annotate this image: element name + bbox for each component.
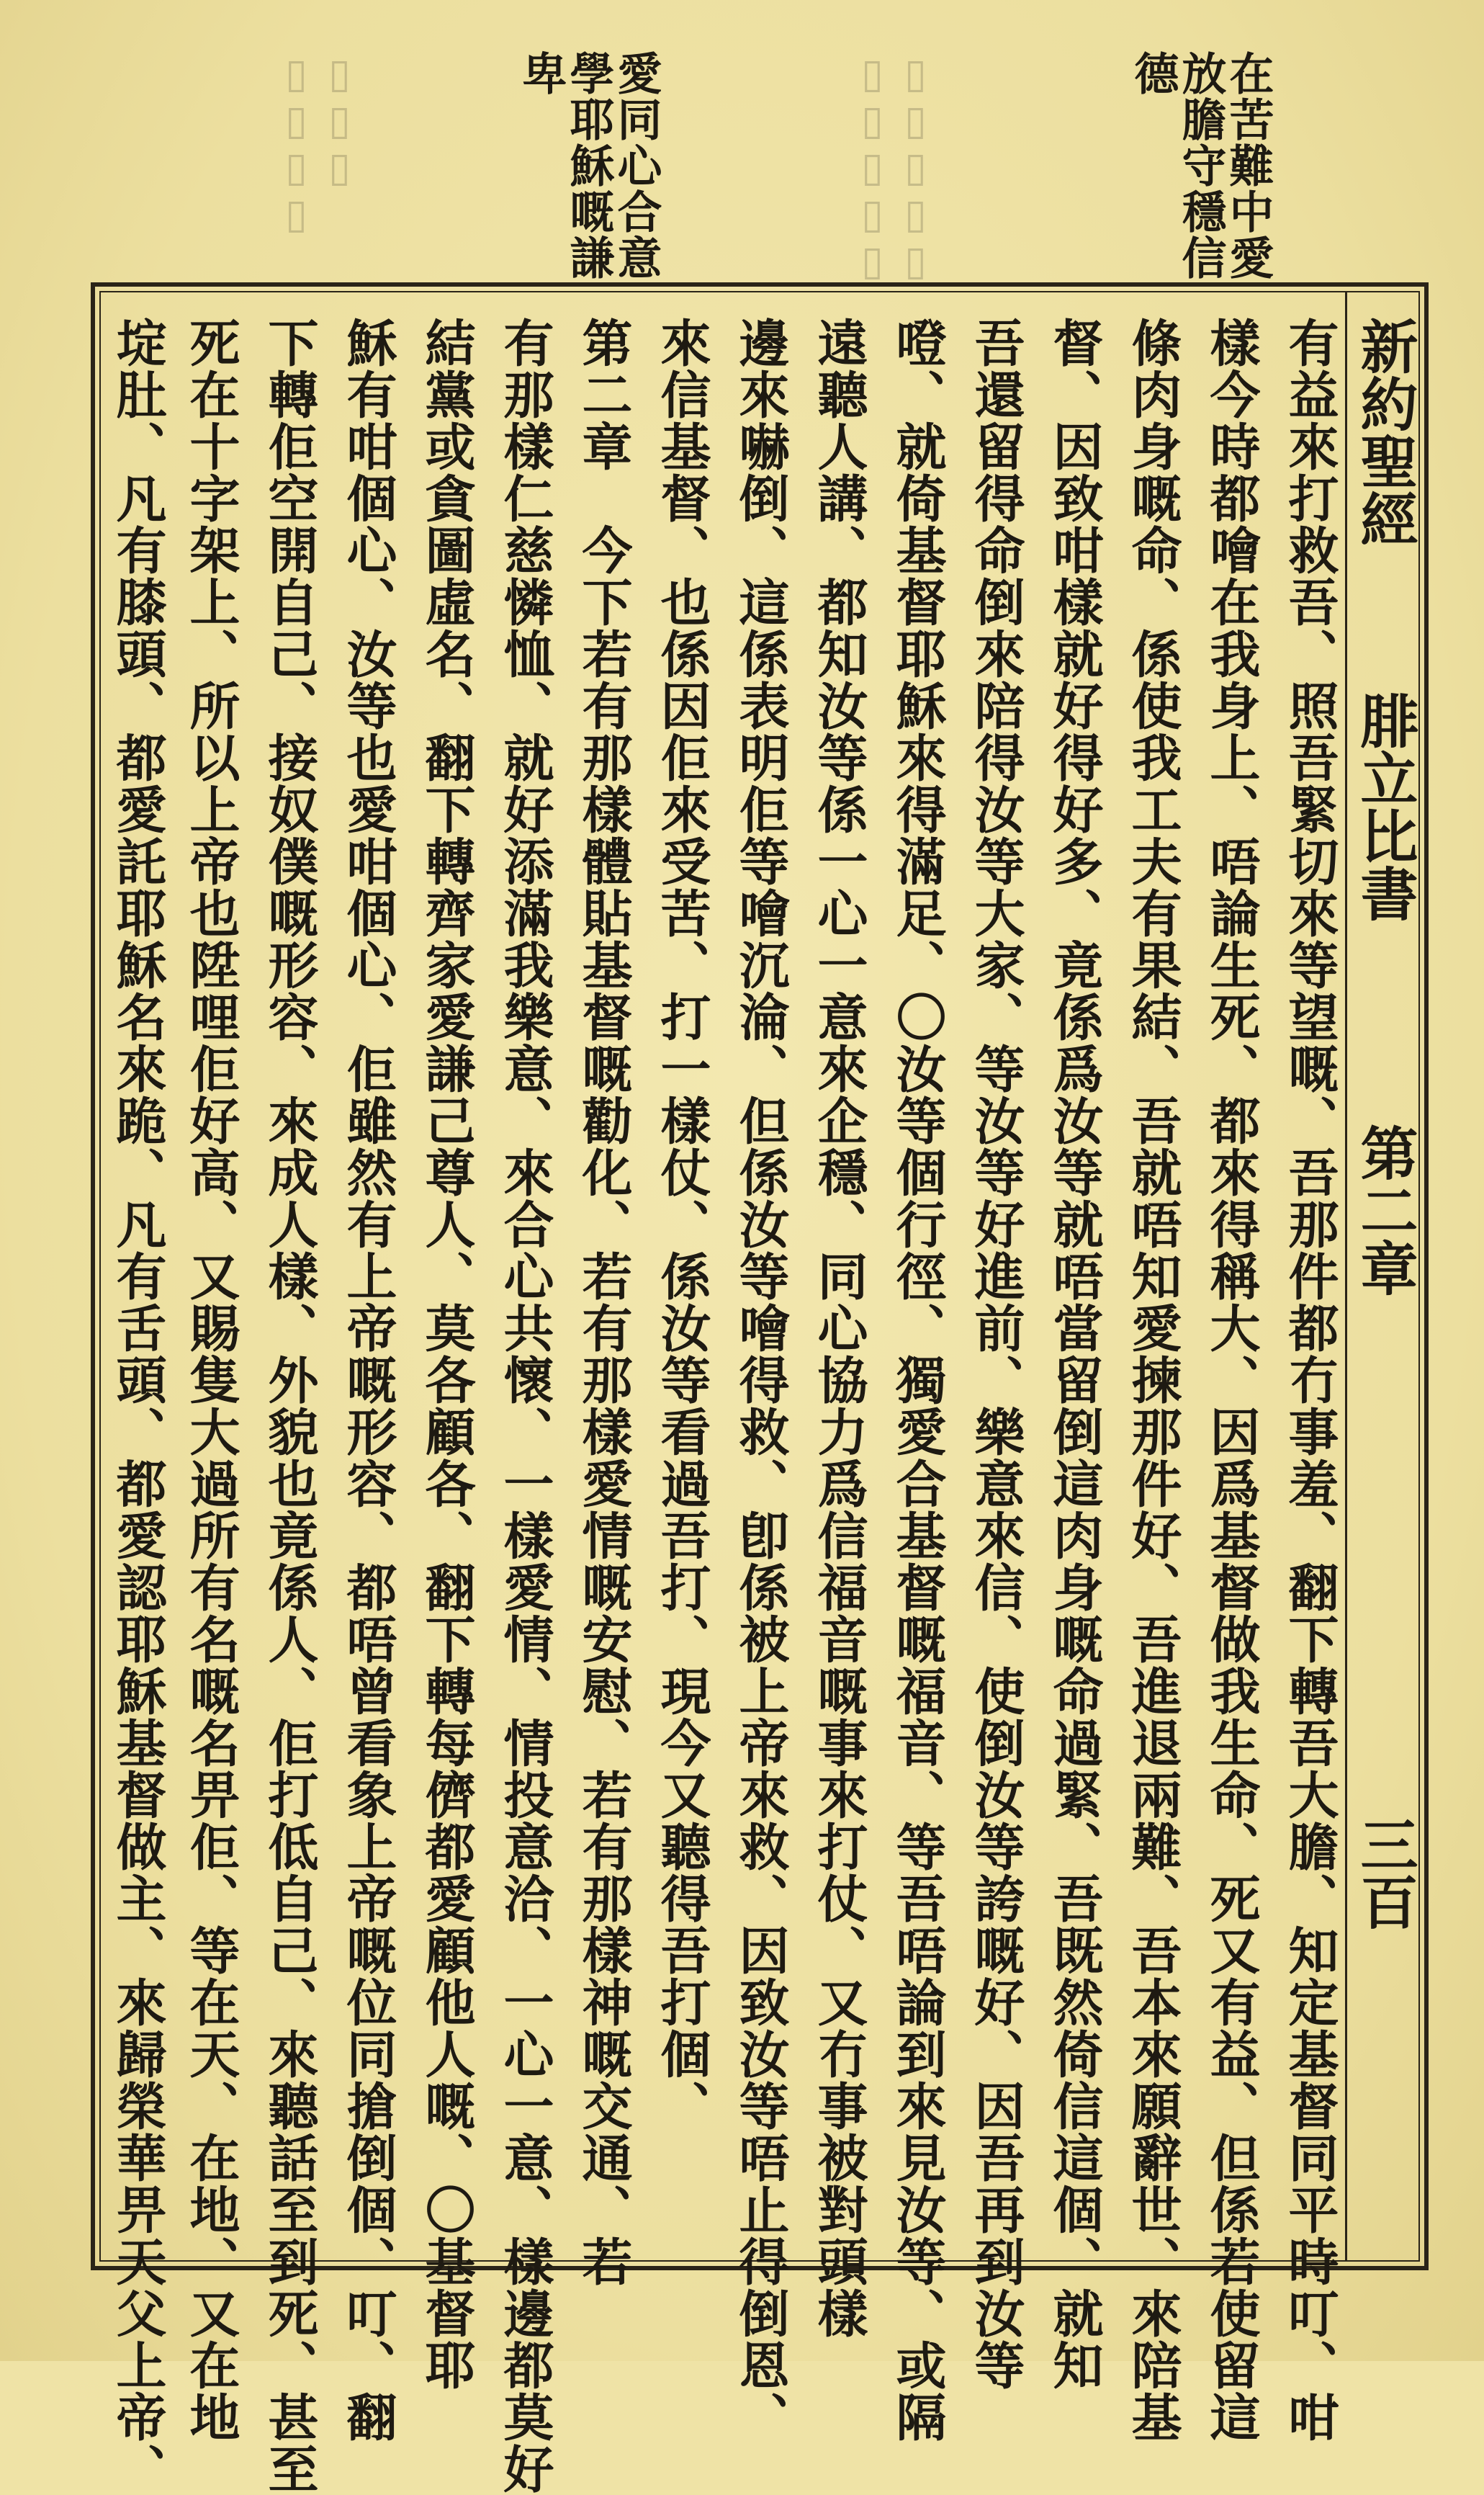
text-column-12: 結黨或貪圖虛名、翻下轉齊家愛謙己尊人、莫各顧各、翻下轉每儕都愛顧他人嘅、〇基督耶 [417,317,477,2391]
text-column-10-chapter-start: 第二章 今下若有那樣體貼基督嘅勸化、若有那樣愛情嘅安慰、若有那樣神嘅交通、若 [574,317,634,2288]
text-column-7: 遠聽人講、都知汝等係一心一意來企穩、同心協力爲信福音嘅事來打仗、又冇事被對頭樣 [809,317,869,2339]
text-column-15: 死在十字架上、所以上帝也陞哩佢好高、又賜隻大過所有名嘅名畀佢、等在天、在地、又在地 [181,317,241,2443]
text-column-5: 吾還留得命倒來陪得汝等大家、等汝等好進前、樂意來信、使倒汝等誇嘅好、因吾再到汝等 [966,317,1026,2391]
text-column-3: 條肉身嘅命、係使我工夫有果結、吾就唔知愛揀那件好、吾進退兩難、吾本來願辭世、來陪基 [1123,317,1183,2443]
margin-note-left-line-2: 學耶穌嘅謙 [562,50,615,281]
ghost-show-through-1: ▯▯▯▯▯ [892,50,939,285]
margin-note-right-line-1: 在苦難中愛 [1222,50,1274,281]
margin-note-right-line-2: 放膽守穩信 [1174,50,1227,281]
text-column-2: 樣今時都噲在我身上、唔論生死、都來得稱大、因爲基督做我生命、死又有益、但係若使留這 [1202,317,1262,2443]
text-column-8: 邊來嚇倒、這係表明佢等噲沉淪、但係汝等噲得救、卽係被上帝來救、因致汝等唔止得倒恩、 [731,317,791,2443]
text-column-1: 有益來打救吾、照吾緊切來等望嘅、吾那件都冇事羞、翻下轉吾大膽、知定基督同平時叮、咁 [1280,317,1340,2443]
text-column-13: 穌有咁個心、汝等也愛咁個心、佢雖然有上帝嘅形容、都唔曾看象上帝嘅位同搶倒個、叮、翻 [338,317,398,2443]
header-divider [1345,291,1347,2262]
margin-note-left-line-1: 愛同心合意 [610,50,662,281]
book-name: 腓立比書 [1351,691,1418,922]
chapter-heading: 第二章 [1351,1124,1418,1296]
text-column-6: 噔、就倚基督耶穌來得滿足、〇汝等個行徑、獨愛合基督嘅福音、等吾唔論到來見汝等、或隔 [888,317,948,2443]
margin-note-left-line-3: 卑 [515,50,567,97]
ghost-show-through-2: ▯▯▯▯▯ [849,50,896,285]
text-column-9: 來信基督、也係因佢來受苦、打一樣仗、係汝等看過吾打、現今又聽得吾打個、 [652,317,712,2132]
text-column-14: 下轉佢空開自己、接奴僕嘅形容、來成人樣、外貌也竟係人、佢打低自己、來聽話至到死、甚至 [260,317,320,2495]
ghost-show-through-3: ▯▯▯ [316,50,363,191]
ghost-show-through-4: ▯▯▯▯ [273,50,320,238]
text-column-16: 埞肚、凡有膝頭、都愛託耶穌名來跪、凡有舌頭、都愛認耶穌基督做主、來歸榮華畀天父上帝、 [108,317,168,2495]
text-column-11: 有那樣仁慈憐恤、就好添滿我樂意、來合心共懷、一樣愛情、情投意洽、一心一意、樣邊都莫好 [495,317,555,2495]
text-column-4: 督、因致咁樣就好得好多、竟係爲汝等就唔當留倒這肉身嘅命過緊、吾既然倚信這個、就知 [1045,317,1105,2391]
page-number: 三百 [1351,1815,1418,1930]
margin-note-right-line-3: 德 [1127,50,1179,97]
book-title: 新約聖經 [1351,317,1418,547]
